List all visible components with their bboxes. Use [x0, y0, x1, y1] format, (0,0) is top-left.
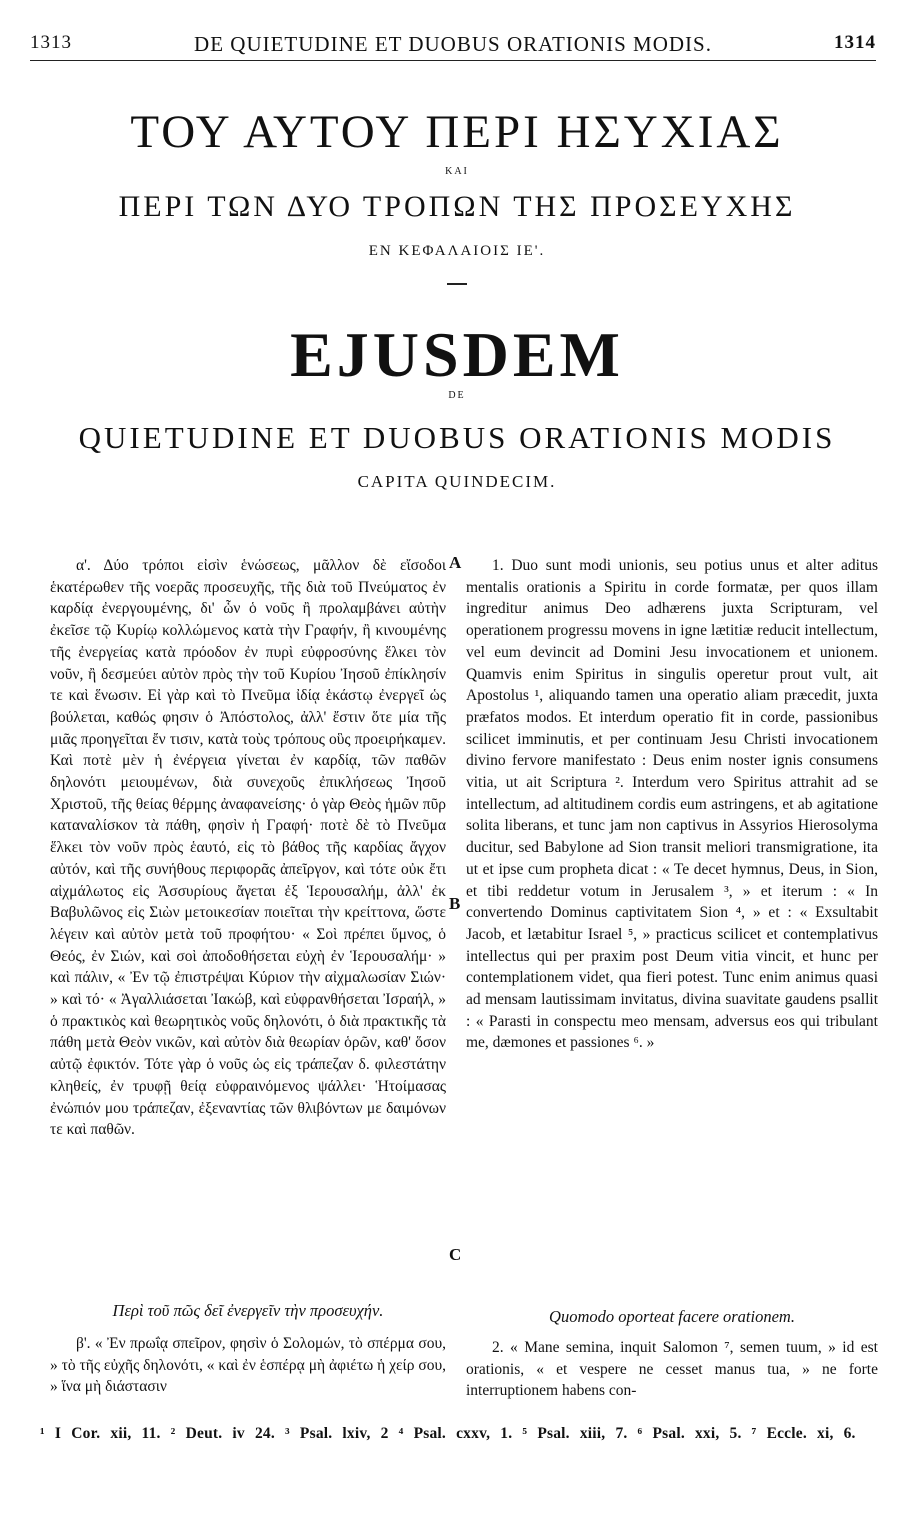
margin-mark-b: B [449, 894, 461, 913]
title-divider [447, 283, 467, 285]
column-number-right: 1314 [834, 32, 876, 53]
latin-title-de: DE [448, 390, 466, 401]
latin-title-line1: EJUSDEM [290, 319, 624, 390]
latin-paragraph-1: 1. Duo sunt modi unionis, seu potius unus et alter aditus mentalis orationis a Spiritu in corde formatæ, per quos illam ingreditur animus Deo adhærens juxta Scripturam, vel operationem progressu movens in igne lætitiæ reducit intellectum, vel eum devincit ad Domini Jesu invocationem et unionem. Quamvis enim Spiritus in singulis operetur prout vult, ait Apostolus ¹, aliquando tamen una operatio aliam præcedit, juxta præfatos modos. Et interdum operatio fit in corde, passionibus scilicet imminutis, et per continuam Jesu Christi invocationem divino fervore manifestato : Deus enim noster ignis consumens vitia, ut ait Scriptura ². Interdum vero Spiritus attrahit ad se intellectum, ad altitudinem cordis eum astringens, et ab agitatione solita liberans, et tunc jam non captivus in Assyrios Hierosolyma ducitur, sed Babylone ad Sion transit meliori transmigratione, ita ut et ipse cum propheta dicat : « Te decet hymnus, Deus, in Sion, et tibi reddetur votum in Jerusalem ³, » et iterum : « In convertendo Dominus captivitatem Sion ⁴, » et : « Exsultabit Jacob, et lætabitur Israel ⁵, » practicus scilicet et contemplativus intellectus qui per praxim post Deum vitia vincit, et hunc per contemplationem videt, qua fieri potest. Tunc enim animus quasi ad mensam lautissimam invitatus, divina suavitate gaudens psallit : « Parasti in conspectu meo mensam, adversus eos qui tribulant me, dæmones et passiones ⁶. » [466, 557, 878, 1052]
running-header [30, 30, 876, 61]
latin-title-line3: CAPITA QUINDECIM. [357, 472, 557, 491]
latin-paragraph-2: 2. « Mane semina, inquit Salomon ⁷, semen tuum, » id est orationis, « et vespere ne cesset manus tua, » ne forte interruptionem habens con- [466, 1339, 878, 1400]
greek-title-line3: ΕΝ ΚΕΦΑΛΑΙΟΙΣ ΙΕ'. [368, 243, 546, 259]
latin-column-2 [466, 1337, 878, 1402]
greek-paragraph-2: β'. « Ἐν πρωΐᾳ σπεῖρον, φησὶν ὁ Σολομών, τὸ σπέρμα σου, » τὸ τῆς εὐχῆς δηλονότι, « καὶ ἐν ἑσπέρᾳ μὴ ἀφιέτω ἡ χείρ σου, » ἵνα μὴ διάστασιν [50, 1335, 446, 1396]
greek-column-2 [50, 1333, 446, 1398]
latin-title-line2: QUIETUDINE ET DUOBUS ORATIONIS MODIS [78, 420, 836, 455]
greek-title-kai: ΚΑΙ [445, 166, 469, 177]
greek-title-line1: ΤΟΥ ΑΥΤΟΥ ΠΕΡΙ ΗΣΥΧΙΑΣ [130, 106, 784, 158]
margin-mark-a: A [449, 553, 462, 572]
greek-subheading: Περὶ τοῦ πῶς δεῖ ἐνεργεῖν τὴν προσευχήν. [112, 1301, 384, 1320]
column-number-left: 1313 [30, 32, 72, 53]
greek-column [50, 555, 446, 1141]
latin-column [466, 555, 878, 1054]
greek-title-line2: ΠΕΡΙ ΤΩΝ ΔΥΟ ΤΡΟΠΩΝ ΤΗΣ ΠΡΟΣΕΥΧΗΣ [118, 190, 796, 223]
running-title: DE QUIETUDINE ET DUOBUS ORATIONIS MODIS. [194, 32, 712, 56]
latin-subheading: Quomodo oporteat facere orationem. [549, 1307, 795, 1326]
greek-paragraph-1: α'. Δύο τρόποι εἰσὶν ἑνώσεως, μᾶλλον δὲ εἴσοδοι ἑκατέρωθεν τῆς νοερᾶς προσευχῆς, τῆς διὰ τοῦ Πνεύματος ἐν καρδίᾳ ἐνεργουμένης, δι' ὧν ὁ νοῦς ἢ προλαμβάνει αὐτὴν ἐκεῖσε τῷ Κυρίῳ κολλώμενος κατὰ τὴν Γραφήν, ἢ κινουμένης τῆς ἐνεργείας κατὰ πρόοδον ἐν πυρὶ εὐφροσύνης ἕλκει τὸν νοῦν, ἢ δεσμεύει αὐτὸν πρὸς τὴν τοῦ Κυρίου Ἰησοῦ ἐπίκλησίν τε καὶ ἕνωσιν. Εἰ γὰρ καὶ τὸ Πνεῦμα ἰδίᾳ ἑκάστῳ ἐνεργεῖ ὡς βούλεται, καθώς φησιν ὁ Ἀπόστολος, ἀλλ' ἔστιν ὅτε μία τῆς μιᾶς προηγεῖται ἔν τισιν, κατὰ τοὺς τρόπους οὓς προειρήκαμεν. Καὶ ποτὲ μὲν ἡ ἐνέργεια γίνεται ἐν καρδίᾳ, τῶν παθῶν δηλονότι μειουμένων, διὰ συνεχοῦς ἐπικλήσεως Ἰησοῦ Χριστοῦ, τῆς θείας θέρμης ἀναφανείσης· ὁ γὰρ Θεὸς ἡμῶν πῦρ καταναλίσκον τὰ πάθη, φησὶν ἡ Γραφή· ποτὲ δὲ τὸ Πνεῦμα ἕλκει τὸν νοῦν πρὸς ἑαυτό, εἰς τὸ βάθος τῆς καρδίας ἄγχον αὐτόν, καὶ τῆς συνήθους περιφορᾶς ἀπεῖργον, καὶ τότε οὐκ ἔτι αἰχμάλωτος εἰς Ἀσσυρίους ἄγεται ἐξ Ἱερουσαλήμ, ἀλλ' ἐκ Βαβυλῶνος εἰς Σιὼν μετοικεσίαν ποιεῖται τὴν κρείττονα, ὥστε λέγειν καὶ αὐτὸν μετὰ τοῦ προφήτου· « Σοὶ πρέπει ὕμνος, ὁ Θεός, ἐν Σιών, καὶ σοὶ ἀποδοθήσεται εὐχὴ ἐν Ἱερουσαλήμ· » καὶ πάλιν, « Ἐν τῷ ἐπιστρέψαι Κύριον τὴν αἰχμαλωσίαν Σιών· » καὶ τό· « Ἀγαλλιάσεται Ἰακώβ, καὶ εὐφρανθήσεται Ἰσραήλ, » ὁ πρακτικὸς καὶ θεωρητικὸς νοῦς δηλονότι, ὁ διὰ πρακτικῆς τὰ πάθη μετὰ Θεὸν νικῶν, καὶ αὐτὸν διὰ θεωρίαν ὁρῶν, καθ' ὅσον αὐτῷ ἐφικτόν. Τότε γὰρ ὁ νοῦς ὡς εἰς τράπεζαν δ. φιλεστάτην κληθείς, ἐν τρυφῇ θείᾳ εὐφραινόμενος ψάλλει· Ἡτοίμασας ἐνώπιόν μου τράπεζαν, ἐξεναντίας τῶν θλιβόντων με δαιμόνων τε καὶ παθῶν. [50, 557, 446, 1139]
footnotes: ¹ I Cor. xii, 11. ² Deut. iv 24. ³ Psal. lxiv, 2 ⁴ Psal. cxxv, 1. ⁵ Psal. xiii, 7. ⁶ Psal. xxi, 5. ⁷ Eccle. xi, 6. [40, 1425, 856, 1442]
margin-mark-c: C [449, 1245, 462, 1264]
